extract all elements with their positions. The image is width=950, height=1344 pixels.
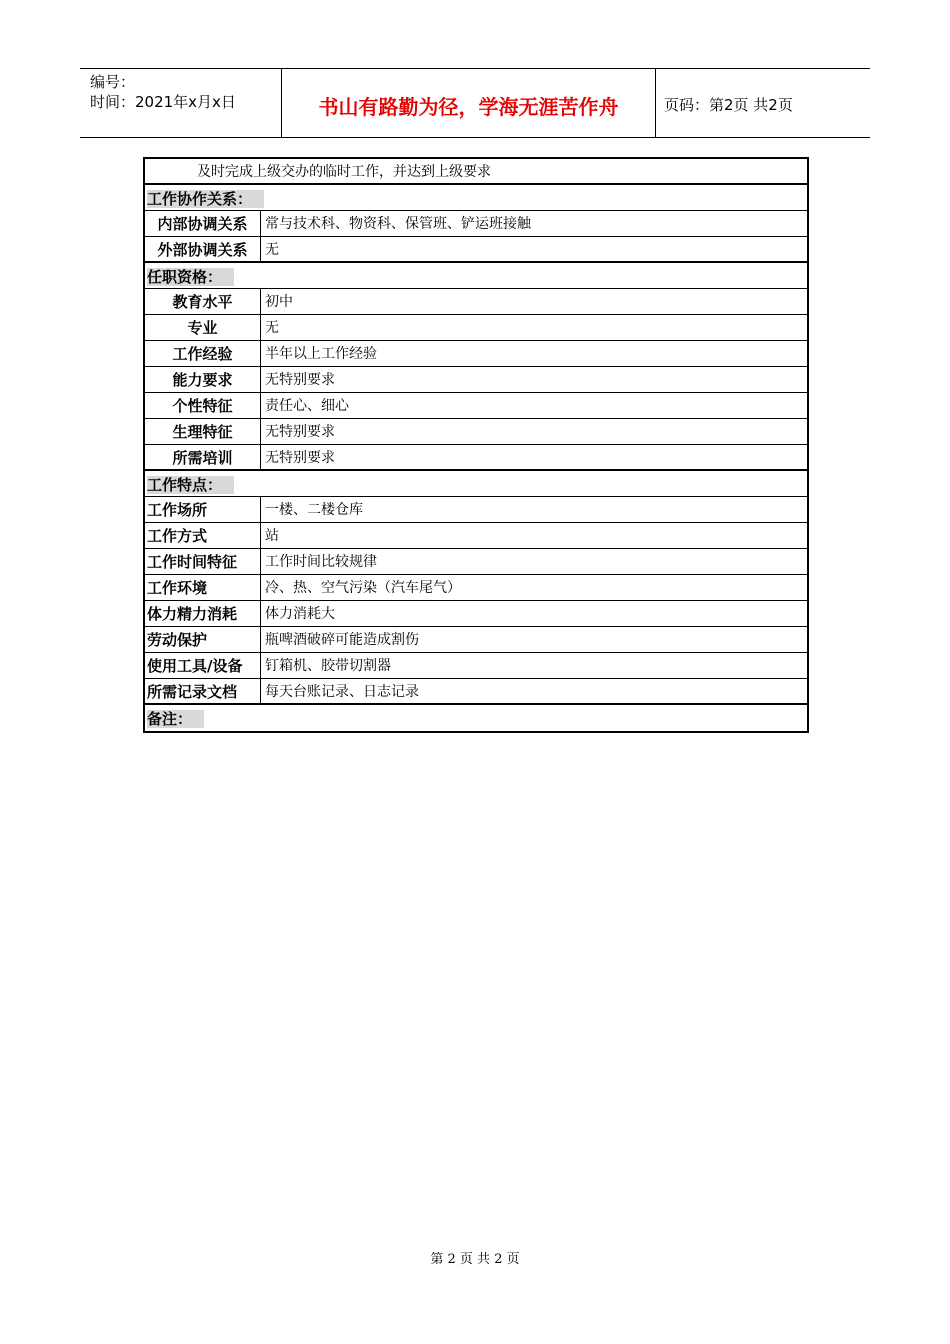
table-row (145, 445, 807, 471)
row-value: 瓶啤酒破碎可能造成割伤 (265, 632, 419, 648)
table-row (145, 549, 807, 575)
section-cooperation (145, 185, 807, 211)
row-label: 工作环境 (145, 575, 261, 600)
row-label: 使用工具/设备 (145, 653, 261, 678)
row-value: 初中 (265, 294, 293, 310)
table-row (145, 601, 807, 627)
page-header (80, 68, 870, 138)
row-value: 无特别要求 (265, 424, 335, 440)
header-page-number: 页码：第2页 共2页 (664, 96, 793, 114)
page-footer: 第 2 页 共 2 页 (430, 1252, 520, 1267)
row-label: 内部协调关系 (145, 211, 261, 236)
row-label: 生理特征 (145, 419, 261, 444)
table-row (145, 653, 807, 679)
table-row (145, 497, 807, 523)
section-qualification-title: 任职资格： (147, 263, 234, 288)
row-label: 专业 (145, 315, 261, 340)
row-value: 无 (265, 320, 279, 336)
header-meta (80, 69, 281, 137)
row-label: 工作经验 (145, 341, 261, 366)
section-remarks-title: 备注： (147, 705, 204, 731)
table-row (145, 289, 807, 315)
row-label: 劳动保护 (145, 627, 261, 652)
table-row (145, 679, 807, 705)
document-id-label: 编号： (90, 73, 136, 91)
section-qualification (145, 263, 807, 289)
row-label: 个性特征 (145, 393, 261, 418)
row-label: 工作方式 (145, 523, 261, 548)
table-row (145, 315, 807, 341)
row-label: 所需记录文档 (145, 679, 261, 703)
table-row (145, 341, 807, 367)
row-label: 教育水平 (145, 289, 261, 314)
row-value: 半年以上工作经验 (265, 346, 377, 362)
row-value: 无 (265, 242, 279, 258)
row-value: 钉箱机、胶带切割器 (265, 658, 391, 674)
table-row (145, 627, 807, 653)
row-value: 体力消耗大 (265, 606, 335, 622)
section-remarks (145, 705, 807, 731)
table-row (145, 237, 807, 263)
table-row (145, 523, 807, 549)
row-label: 外部协调关系 (145, 237, 261, 261)
row-label: 所需培训 (145, 445, 261, 469)
row-value: 每天台账记录、日志记录 (265, 684, 419, 700)
row-value: 站 (265, 528, 279, 544)
row-value: 责任心、细心 (265, 398, 349, 414)
duty-row (145, 159, 807, 185)
row-value: 无特别要求 (265, 450, 335, 466)
row-label: 能力要求 (145, 367, 261, 392)
row-value: 无特别要求 (265, 372, 335, 388)
header-page-cell (655, 69, 870, 137)
duty-text: 及时完成上级交办的临时工作，并达到上级要求 (197, 164, 491, 180)
row-value: 常与技术科、物资科、保管班、铲运班接触 (265, 216, 531, 232)
row-label: 体力精力消耗 (145, 601, 261, 626)
table-row (145, 393, 807, 419)
section-cooperation-title: 工作协作关系： (147, 185, 264, 210)
document-date-label: 时间：2021年x月x日 (90, 93, 236, 111)
table-row (145, 211, 807, 237)
section-characteristics (145, 471, 807, 497)
table-row (145, 575, 807, 601)
row-label: 工作时间特征 (145, 549, 261, 574)
row-value: 工作时间比较规律 (265, 554, 377, 570)
table-row (145, 367, 807, 393)
row-label: 工作场所 (145, 497, 261, 522)
header-motto-cell (281, 69, 656, 137)
row-value: 一楼、二楼仓库 (265, 502, 363, 518)
header-motto: 书山有路勤为径，学海无涯苦作舟 (318, 95, 619, 119)
job-description-table (143, 157, 809, 733)
section-characteristics-title: 工作特点： (147, 471, 234, 496)
row-value: 冷、热、空气污染（汽车尾气） (265, 580, 461, 596)
table-row (145, 419, 807, 445)
